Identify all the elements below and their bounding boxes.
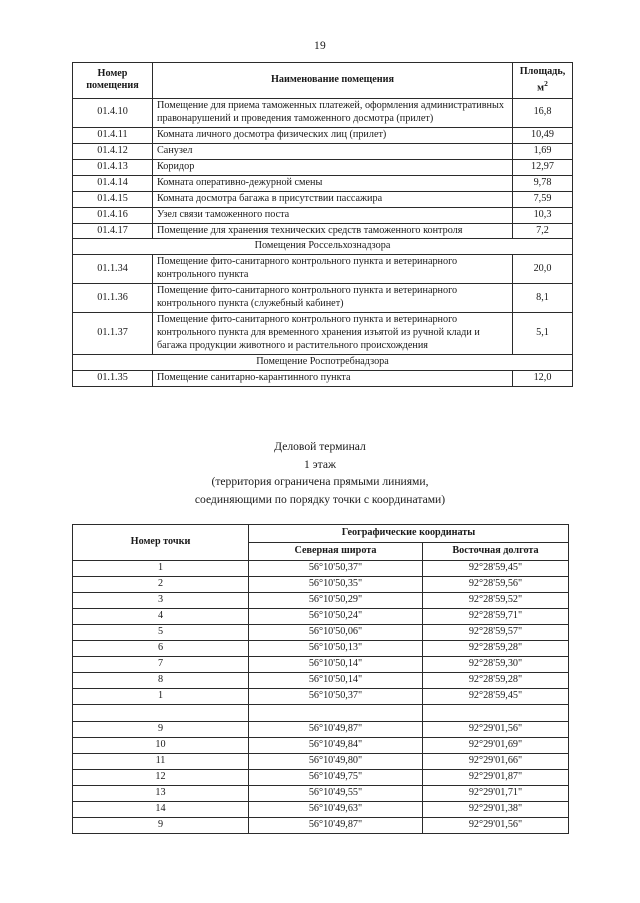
coordinates-longitude: 92°29'01,56" — [423, 722, 569, 738]
coordinates-table-row — [73, 770, 569, 786]
header-room-number-line1: Номер — [97, 67, 128, 79]
coordinates-longitude: 92°29'01,71" — [423, 786, 569, 802]
premises-room-name: Помещение фито-санитарного контрольного пункта и ветеринарного контрольного пункта (служебный кабинет) — [153, 284, 513, 313]
coordinates-spacer-cell — [73, 705, 249, 722]
coordinates-table-head — [73, 525, 569, 561]
coordinates-latitude: 56°10'49,80" — [249, 754, 423, 770]
coordinates-header-row-top — [73, 525, 569, 543]
premises-room-area: 10,3 — [513, 207, 573, 223]
premises-room-name: Помещение для приема таможенных платежей, оформления административных правонарушений и проведения таможенного досмотра (прилет) — [153, 98, 513, 127]
coordinates-longitude: 92°28'59,56" — [423, 577, 569, 593]
premises-room-area: 12,0 — [513, 371, 573, 387]
coordinates-point-number: 12 — [73, 770, 249, 786]
premises-table-row — [73, 191, 573, 207]
terminal-heading-line3: (территория ограничена прямыми линиями, — [211, 475, 429, 489]
coordinates-table-row — [73, 641, 569, 657]
header-area-label: Площадь, — [519, 66, 566, 77]
terminal-heading-line2: 1 этаж — [303, 457, 337, 471]
premises-room-number: 01.1.34 — [73, 255, 153, 284]
premises-section-title: Помещение Роспотребнадзора — [73, 355, 573, 371]
coordinates-longitude: 92°29'01,38" — [423, 802, 569, 818]
coordinates-longitude: 92°28'59,45" — [423, 689, 569, 705]
coordinates-latitude: 56°10'49,55" — [249, 786, 423, 802]
premises-room-area: 10,49 — [513, 127, 573, 143]
premises-room-number: 01.4.17 — [73, 223, 153, 239]
coordinates-point-number: 8 — [73, 673, 249, 689]
premises-room-name: Комната досмотра багажа в присутствии пассажира — [153, 191, 513, 207]
coordinates-longitude: 92°28'59,57" — [423, 625, 569, 641]
coordinates-longitude: 92°29'01,69" — [423, 738, 569, 754]
premises-room-number: 01.4.14 — [73, 175, 153, 191]
coordinates-latitude: 56°10'49,75" — [249, 770, 423, 786]
premises-room-name: Узел связи таможенного поста — [153, 207, 513, 223]
header-room-area — [513, 63, 573, 99]
premises-room-area: 7,59 — [513, 191, 573, 207]
coordinates-table-row — [73, 593, 569, 609]
premises-table-row — [73, 371, 573, 387]
premises-room-area: 5,1 — [513, 313, 573, 355]
coordinates-point-number: 13 — [73, 786, 249, 802]
premises-room-number: 01.4.10 — [73, 98, 153, 127]
coordinates-latitude: 56°10'49,84" — [249, 738, 423, 754]
premises-table-row — [73, 255, 573, 284]
premises-section-title: Помещения Россельхознадзора — [73, 239, 573, 255]
premises-header-row — [73, 63, 573, 99]
coordinates-latitude: 56°10'50,13" — [249, 641, 423, 657]
coordinates-latitude: 56°10'50,14" — [249, 673, 423, 689]
premises-table-row — [73, 143, 573, 159]
header-room-number — [73, 63, 153, 99]
coordinates-latitude: 56°10'50,37" — [249, 561, 423, 577]
premises-room-area: 7,2 — [513, 223, 573, 239]
premises-room-number: 01.4.11 — [73, 127, 153, 143]
header-area-unit: м — [537, 82, 545, 94]
header-point-number: Номер точки — [73, 525, 249, 561]
premises-table-row — [73, 284, 573, 313]
coordinates-longitude: 92°28'59,28" — [423, 673, 569, 689]
premises-room-name: Комната личного досмотра физических лиц (прилет) — [153, 127, 513, 143]
coordinates-table-row — [73, 577, 569, 593]
coordinates-point-number: 10 — [73, 738, 249, 754]
coordinates-table-row — [73, 786, 569, 802]
coordinates-longitude: 92°29'01,56" — [423, 818, 569, 834]
premises-room-area: 16,8 — [513, 98, 573, 127]
coordinates-latitude: 56°10'49,63" — [249, 802, 423, 818]
coordinates-table-row — [73, 754, 569, 770]
premises-room-number: 01.4.13 — [73, 159, 153, 175]
terminal-heading-line1: Деловой терминал — [274, 440, 366, 453]
header-east-longitude: Восточная долгота — [423, 543, 569, 561]
premises-room-area: 12,97 — [513, 159, 573, 175]
premises-room-area: 1,69 — [513, 143, 573, 159]
premises-table-row — [73, 175, 573, 191]
coordinates-table-row — [73, 818, 569, 834]
coordinates-table-row — [73, 657, 569, 673]
header-area-unit-exponent: 2 — [544, 78, 548, 88]
coordinates-table-row — [73, 673, 569, 689]
header-room-name: Наименование помещения — [153, 63, 513, 99]
coordinates-longitude: 92°29'01,66" — [423, 754, 569, 770]
premises-table-row — [73, 98, 573, 127]
coordinates-point-number: 3 — [73, 593, 249, 609]
coordinates-longitude: 92°29'01,87" — [423, 770, 569, 786]
coordinates-point-number: 4 — [73, 609, 249, 625]
premises-table-row — [73, 207, 573, 223]
coordinates-table-row — [73, 561, 569, 577]
coordinates-table-row — [73, 722, 569, 738]
coordinates-point-number: 2 — [73, 577, 249, 593]
premises-room-name: Коридор — [153, 159, 513, 175]
coordinates-table-row — [73, 802, 569, 818]
premises-room-name: Помещение для хранения технических средств таможенного контроля — [153, 223, 513, 239]
premises-room-area: 8,1 — [513, 284, 573, 313]
premises-table-head — [73, 63, 573, 99]
coordinates-point-number: 9 — [73, 818, 249, 834]
premises-room-name: Помещение санитарно-карантинного пункта — [153, 371, 513, 387]
premises-room-number: 01.1.35 — [73, 371, 153, 387]
coordinates-longitude: 92°28'59,28" — [423, 641, 569, 657]
coordinates-table — [72, 524, 569, 834]
coordinates-point-number: 5 — [73, 625, 249, 641]
premises-room-number: 01.4.16 — [73, 207, 153, 223]
coordinates-point-number: 7 — [73, 657, 249, 673]
premises-section-row — [73, 239, 573, 255]
premises-room-name: Помещение фито-санитарного контрольного пункта и ветеринарного контрольного пункта — [153, 255, 513, 284]
coordinates-table-row — [73, 689, 569, 705]
coordinates-table-row — [73, 738, 569, 754]
coordinates-point-number: 9 — [73, 722, 249, 738]
coordinates-latitude: 56°10'50,24" — [249, 609, 423, 625]
premises-room-area: 9,78 — [513, 175, 573, 191]
terminal-heading — [0, 438, 640, 508]
premises-room-number: 01.4.15 — [73, 191, 153, 207]
coordinates-point-number: 14 — [73, 802, 249, 818]
coordinates-table-row — [73, 625, 569, 641]
coordinates-latitude: 56°10'49,87" — [249, 818, 423, 834]
coordinates-spacer-cell — [423, 705, 569, 722]
coordinates-table-body — [73, 561, 569, 834]
coordinates-spacer-row — [73, 705, 569, 722]
coordinates-longitude: 92°28'59,71" — [423, 609, 569, 625]
coordinates-point-number: 1 — [73, 561, 249, 577]
premises-table-row — [73, 313, 573, 355]
terminal-heading-line4: соединяющими по порядку точки с координатами) — [194, 492, 446, 506]
premises-room-name: Помещение фито-санитарного контрольного пункта и ветеринарного контрольного пункта для временного хранения изъятой из ручной клади и багажа продукции животного и растительного происхождения — [153, 313, 513, 355]
coordinates-point-number: 6 — [73, 641, 249, 657]
premises-room-number: 01.1.36 — [73, 284, 153, 313]
premises-table-row — [73, 223, 573, 239]
coordinates-latitude: 56°10'49,87" — [249, 722, 423, 738]
premises-table-row — [73, 127, 573, 143]
header-room-number-line2: помещения — [86, 80, 139, 92]
coordinates-longitude: 92°28'59,52" — [423, 593, 569, 609]
premises-table — [72, 62, 573, 387]
coordinates-latitude: 56°10'50,06" — [249, 625, 423, 641]
coordinates-table-row — [73, 609, 569, 625]
coordinates-longitude: 92°28'59,45" — [423, 561, 569, 577]
coordinates-point-number: 11 — [73, 754, 249, 770]
premises-table-body — [73, 98, 573, 386]
header-geographic-coordinates: Географические координаты — [249, 525, 569, 543]
premises-table-row — [73, 159, 573, 175]
header-north-latitude: Северная широта — [249, 543, 423, 561]
page-number: 19 — [314, 40, 326, 52]
premises-room-number: 01.1.37 — [73, 313, 153, 355]
premises-room-area: 20,0 — [513, 255, 573, 284]
premises-room-name: Комната оперативно-дежурной смены — [153, 175, 513, 191]
premises-room-name: Санузел — [153, 143, 513, 159]
premises-section-row — [73, 355, 573, 371]
coordinates-latitude: 56°10'50,37" — [249, 689, 423, 705]
coordinates-point-number: 1 — [73, 689, 249, 705]
coordinates-latitude: 56°10'50,14" — [249, 657, 423, 673]
premises-room-number: 01.4.12 — [73, 143, 153, 159]
coordinates-longitude: 92°28'59,30" — [423, 657, 569, 673]
coordinates-spacer-cell — [249, 705, 423, 722]
coordinates-latitude: 56°10'50,29" — [249, 593, 423, 609]
coordinates-latitude: 56°10'50,35" — [249, 577, 423, 593]
